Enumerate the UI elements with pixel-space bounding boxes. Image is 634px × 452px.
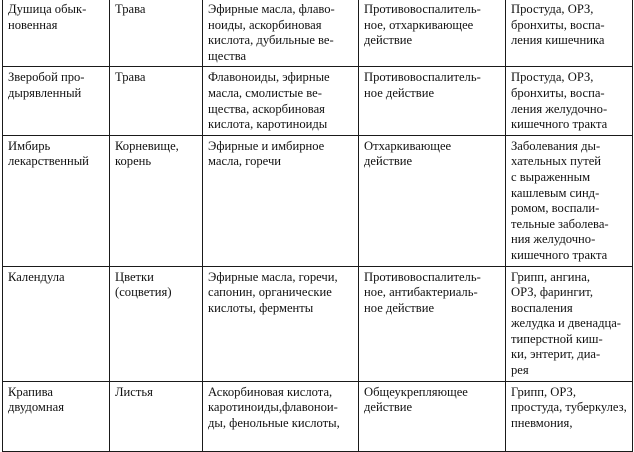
table-row [3, 67, 633, 135]
cell-line: Календула [8, 269, 65, 284]
cell-line: масла, горечи [208, 154, 282, 169]
table-row [3, 0, 633, 67]
cell-line: действие [364, 400, 413, 415]
active-substances-cell [203, 266, 359, 381]
cell-line: действие [364, 33, 413, 48]
plant-part-cell [110, 135, 203, 266]
cell-line: Зверобой про- [8, 70, 85, 85]
cell-line: ромом, воспали- [511, 201, 600, 216]
cell-line: простуда, туберкулез, [511, 400, 627, 415]
cell-line: Отхаркивающее [364, 138, 452, 153]
cell-line: кашлевым синд- [511, 185, 600, 200]
plant-part-cell [110, 381, 203, 451]
active-substances-cell [203, 135, 359, 266]
table-row [3, 381, 633, 451]
cell-line: типерстной киш- [511, 331, 603, 346]
cell-line: ное, антибактериаль- [364, 285, 478, 300]
plant-name-cell [3, 0, 110, 67]
active-substances-cell [203, 0, 359, 67]
cell-line: Корневище, [115, 138, 179, 153]
cell-line: бронхиты, воспа- [511, 85, 605, 100]
usage-cell [506, 135, 633, 266]
cell-line: Трава [115, 2, 146, 16]
cell-line: Грипп, ОРЗ, [511, 384, 577, 399]
cell-line: ное, отхаркивающее [364, 17, 474, 32]
cell-line: ОРЗ, фарингит, [511, 285, 593, 300]
action-cell [359, 135, 506, 266]
active-substances-cell [203, 381, 359, 451]
cell-line: сапонин, органические [208, 285, 332, 300]
cell-line: Простуда, ОРЗ, [511, 70, 594, 85]
cell-line: каротиноиды,флавонои- [208, 400, 338, 415]
cell-line: (соцветия) [115, 285, 172, 300]
cell-line: Душица обык- [8, 2, 87, 16]
cell-line: кислота, дубильные ве- [208, 33, 334, 48]
cell-line: бронхиты, воспа- [511, 17, 605, 32]
cell-line: Эфирные масла, флаво- [208, 2, 335, 16]
cell-line: тельные заболева- [511, 216, 609, 231]
plant-name-cell [3, 266, 110, 381]
action-cell [359, 0, 506, 67]
cell-line: Общеукрепляющее [364, 384, 468, 399]
cell-line: Цветки [115, 269, 154, 284]
plant-part-cell [110, 67, 203, 135]
cell-line: с выраженным [511, 169, 591, 184]
cell-line: масла, смолистые ве- [208, 85, 322, 100]
cell-line: Эфирные масла, горечи, [208, 269, 338, 284]
cell-line: кислоты, ферменты [208, 300, 314, 315]
plant-name-cell [3, 381, 110, 451]
action-cell [359, 266, 506, 381]
cell-line: лекарственный [8, 154, 89, 169]
table-row [3, 135, 633, 266]
cell-line: ки, энтерит, диа- [511, 347, 601, 362]
cell-line: Простуда, ОРЗ, [511, 2, 594, 16]
cell-line: ное действие [364, 85, 435, 100]
cell-line: действие [364, 154, 413, 169]
cell-line: новенная [8, 17, 58, 32]
usage-cell [506, 0, 633, 67]
herb-table [2, 0, 633, 452]
cell-line: Эфирные и имбирное [208, 138, 325, 153]
cell-line: ды, фенольные кислоты, [208, 415, 340, 430]
cell-line: Грипп, ангина, [511, 269, 591, 284]
action-cell [359, 67, 506, 135]
cell-line: кишечного тракта [511, 117, 608, 132]
table-row [3, 266, 633, 381]
cell-line: щества, аскорбиновая [208, 101, 325, 116]
cell-line: Противовоспалитель- [364, 2, 481, 16]
usage-cell [506, 381, 633, 451]
cell-line: ния желудочно- [511, 232, 596, 247]
cell-line: кислота, каротиноиды [208, 117, 328, 132]
plant-name-cell [3, 135, 110, 266]
cell-line: Аскорбиновая кислота, [208, 384, 333, 399]
cell-line: Противовоспалитель- [364, 70, 481, 85]
cell-line: хательных путей [511, 154, 602, 169]
cell-line: Противовоспалитель- [364, 269, 481, 284]
cell-line: Имбирь [8, 138, 51, 153]
cell-line: Трава [115, 70, 146, 85]
cell-line: Листья [115, 384, 153, 399]
cell-line: рея [511, 363, 529, 378]
cell-line: кишечного тракта [511, 247, 608, 262]
cell-line: ное действие [364, 300, 435, 315]
cell-line: пневмония, [511, 415, 573, 430]
cell-line: ления желудочно- [511, 101, 608, 116]
cell-line: двудомная [8, 400, 64, 415]
plant-name-cell [3, 67, 110, 135]
cell-line: щества [208, 48, 247, 63]
cell-line: корень [115, 154, 152, 169]
cell-line: желудка и двенадца- [511, 316, 622, 331]
cell-line: воспаления [511, 300, 573, 315]
cell-line: Крапива [8, 384, 53, 399]
plant-part-cell [110, 0, 203, 67]
usage-cell [506, 266, 633, 381]
cell-line: ления кишечника [511, 33, 605, 48]
plant-part-cell [110, 266, 203, 381]
cell-line: Флавоноиды, эфирные [208, 70, 330, 85]
action-cell [359, 381, 506, 451]
cell-line: дырявленный [8, 85, 82, 100]
table-body [3, 0, 633, 451]
usage-cell [506, 67, 633, 135]
active-substances-cell [203, 67, 359, 135]
cell-line: Заболевания ды- [511, 138, 601, 153]
cell-line: ноиды, аскорбиновая [208, 17, 322, 32]
